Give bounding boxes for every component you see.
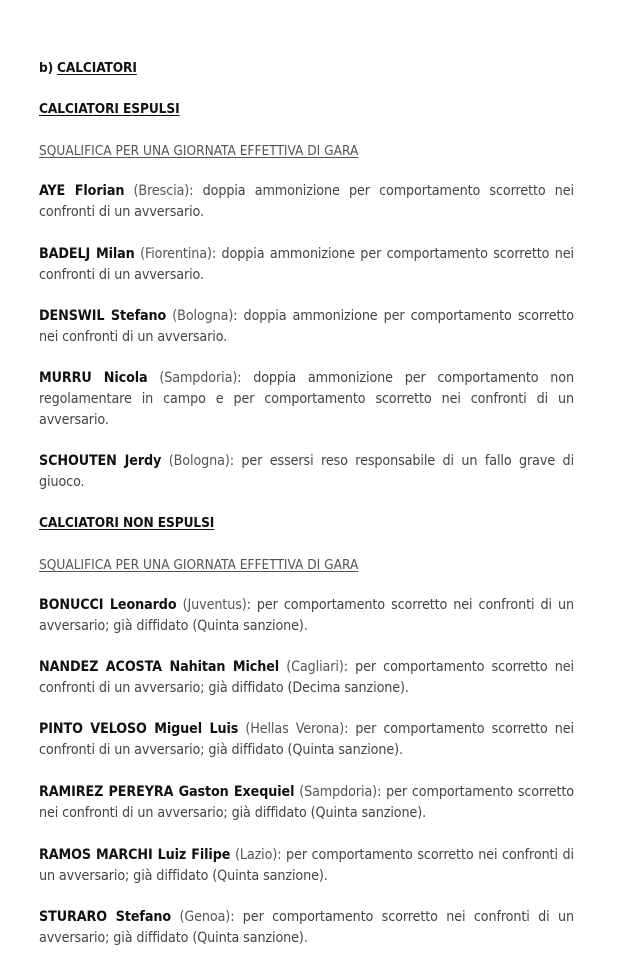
entry-aye — [39, 181, 574, 223]
player-name: STURARO Stefano — [39, 909, 172, 925]
entry-denswil — [39, 306, 574, 348]
section-title: CALCIATORI — [56, 60, 137, 76]
player-team: (Juventus) — [182, 597, 247, 613]
player-name: BADELJ Milan — [39, 246, 135, 262]
entry-text: : per comportamento scorretto nei confronti di un avversario; già diffidato (Quinta sanzione). — [39, 909, 574, 946]
player-name: PINTO VELOSO Miguel Luis — [39, 721, 239, 737]
entry-nandez — [39, 657, 574, 699]
player-name: RAMIREZ PEREYRA Gaston Exequiel — [39, 784, 295, 800]
entry-text: : per comportamento scorretto nei confronti di un avversario; già diffidato (Quinta sanzione). — [39, 847, 575, 884]
player-team: (Bologna) — [172, 308, 234, 324]
entry-text: : per essersi reso responsabile di un fallo grave di giuoco. — [39, 453, 575, 490]
entry-sturaro — [39, 907, 574, 949]
group-title-espulsi: CALCIATORI ESPULSI — [39, 101, 180, 117]
player-name: AYE Florian — [39, 183, 125, 199]
entry-text: : doppia ammonizione per comportamento scorretto nei confronti di un avversario. — [39, 183, 575, 220]
entry-text: : per comportamento scorretto nei confronti di un avversario; già diffidato (Quinta sanzione). — [39, 721, 574, 758]
player-team: (Brescia) — [133, 183, 190, 199]
group-subtitle-espulsi: SQUALIFICA PER UNA GIORNATA EFFETTIVA DI GARA — [39, 143, 359, 159]
entry-ramirez — [39, 782, 574, 824]
section-prefix: b) — [39, 60, 54, 76]
entry-schouten — [39, 451, 574, 493]
player-team: (Cagliari) — [286, 659, 344, 675]
entry-pinto-veloso — [39, 719, 574, 761]
entry-text: : doppia ammonizione per comportamento scorretto nei confronti di un avversario. — [39, 246, 574, 283]
entry-badelj — [39, 244, 574, 286]
player-name: BONUCCI Leonardo — [39, 597, 177, 613]
entry-text: : doppia ammonizione per comportamento non regolamentare in campo e per comportamento scorretto nei confronti di un avversario. — [39, 370, 574, 428]
player-team: (Fiorentina) — [140, 246, 212, 262]
entry-text: : per comportamento scorretto nei confronti di un avversario; già diffidato (Quinta sanzione). — [39, 784, 575, 821]
player-name: RAMOS MARCHI Luiz Filipe — [39, 847, 231, 863]
player-name: DENSWIL Stefano — [39, 308, 167, 324]
section-heading — [39, 60, 137, 76]
group-subtitle-non-espulsi: SQUALIFICA PER UNA GIORNATA EFFETTIVA DI GARA — [39, 557, 359, 573]
entry-bonucci — [39, 595, 574, 637]
player-team: (Hellas Verona) — [245, 721, 345, 737]
group-title-non-espulsi: CALCIATORI NON ESPULSI — [39, 515, 215, 531]
player-name: MURRU Nicola — [39, 370, 148, 386]
player-team: (Sampdoria) — [159, 370, 238, 386]
player-name: NANDEZ ACOSTA Nahitan Michel — [39, 659, 280, 675]
entry-text: : per comportamento scorretto nei confronti di un avversario; già diffidato (Quinta sanzione). — [39, 597, 574, 634]
player-team: (Lazio) — [234, 847, 278, 863]
entry-murru — [39, 368, 574, 431]
player-team: (Bologna) — [168, 453, 230, 469]
player-team: (Sampdoria) — [299, 784, 378, 800]
player-team: (Genoa) — [179, 909, 231, 925]
entry-ramos-marchi — [39, 845, 574, 887]
player-name: SCHOUTEN Jerdy — [39, 453, 162, 469]
entry-text: : per comportamento scorretto nei confronti di un avversario; già diffidato (Decima sanzione). — [39, 659, 574, 696]
entry-text: : doppia ammonizione per comportamento scorretto nei confronti di un avversario. — [39, 308, 574, 345]
